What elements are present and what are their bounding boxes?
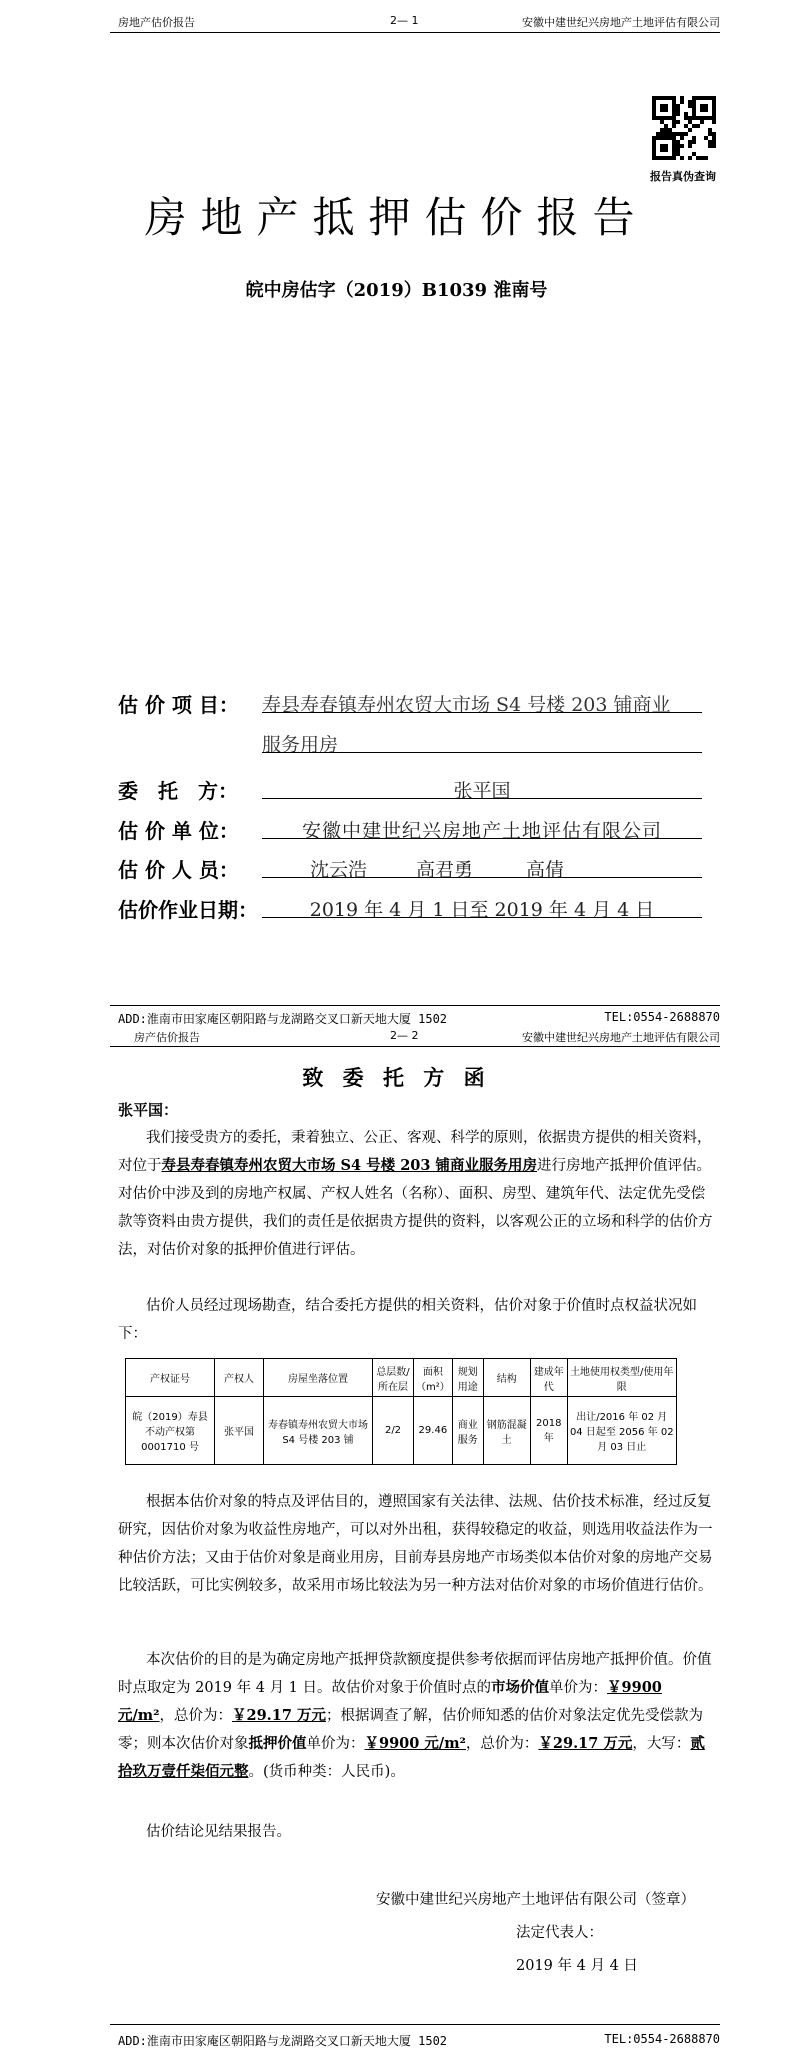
paragraph-4 <box>118 1646 718 1786</box>
para4-text-o: 。(货币种类：人民币)。 <box>248 1764 405 1780</box>
page2-footer <box>110 2032 720 2050</box>
para4-text-i: 单价为： <box>306 1736 365 1752</box>
signature-date: 2019 年 4 月 4 日 <box>516 1958 638 1974</box>
table-row <box>126 1397 677 1465</box>
header-left: 房地产估价报告 <box>118 16 195 29</box>
page2-header <box>110 1026 720 1047</box>
para4-text-e: ，总价为： <box>159 1708 232 1724</box>
property-address: 寿县寿春镇寿州农贸大市场 S4 号楼 203 铺商业服务用房 <box>161 1157 538 1174</box>
th-owner: 产权人 <box>215 1359 264 1397</box>
cell-structure: 钢筋混凝土 <box>483 1397 530 1465</box>
table-header-row <box>126 1359 677 1397</box>
footer-tel: TEL:0554-2688870 <box>604 1010 720 1024</box>
salutation: 张平国： <box>118 1101 179 1119</box>
project-value-line1: 寿县寿春镇寿州农贸大市场 S4 号楼 203 铺商业 <box>262 694 671 716</box>
paragraph-2: 估价人员经过现场勘查，结合委托方提供的相关资料，估价对象于价值时点权益状况如下： <box>118 1298 697 1342</box>
cell-location: 寿春镇寿州农贸大市场 S4 号楼 203 铺 <box>264 1397 373 1465</box>
market-total-price: ￥29.17 万元 <box>232 1707 326 1724</box>
header-page-number: 2— 1 <box>390 14 419 27</box>
cell-floors: 2/2 <box>373 1397 414 1465</box>
th-land-right: 土地使用权类型/使用年限 <box>567 1359 676 1397</box>
header-right: 安徽中建世纪兴房地产土地评估有限公司 <box>522 16 720 29</box>
para4-text-c: 单价为： <box>549 1680 608 1696</box>
org-label: 估 价 单 位： <box>118 819 239 843</box>
qr-caption: 报告真伪查询 <box>650 170 716 183</box>
header-left: 房产估价报告 <box>134 1031 200 1044</box>
project-value-line2: 服务用房 <box>262 734 339 756</box>
footer-tel: TEL:0554-2688870 <box>604 2032 720 2046</box>
header-page-number: 2— 2 <box>390 1029 419 1042</box>
footer-address: ADD:淮南市田家庵区朝阳路与龙湖路交叉口新天地大厦 1502 <box>118 1012 448 1026</box>
para1-text-a: 我们接受贵方的委托，秉着独立、公正、客观、科学的原则，依据贵方提供的相关资料，对位于 <box>118 1130 712 1174</box>
project-underline-2 <box>262 752 702 753</box>
th-built-year: 建成年代 <box>530 1359 567 1397</box>
th-floors: 总层数/所在层 <box>373 1359 414 1397</box>
staff-underline <box>262 877 702 878</box>
amount-in-words: 贰拾玖万壹仟柒佰元整 <box>118 1735 705 1780</box>
letter-title: 致 委 托 方 函 <box>302 1065 491 1090</box>
staff-name-2: 高君勇 <box>416 859 474 881</box>
th-cert-no: 产权证号 <box>126 1359 215 1397</box>
paragraph-5: 估价结论见结果报告。 <box>146 1824 291 1840</box>
project-label: 估 价 项 目： <box>118 693 239 717</box>
org-underline <box>262 838 702 839</box>
report-number: 皖中房估字（2019）B1039 淮南号 <box>245 280 548 301</box>
footer-address: ADD:淮南市田家庵区朝阳路与龙湖路交叉口新天地大厦 1502 <box>118 2034 448 2048</box>
paragraph-1 <box>118 1124 718 1264</box>
header-right: 安徽中建世纪兴房地产土地评估有限公司 <box>522 1031 720 1044</box>
para1-text-c: 进行房地产抵押价值评估。对估价中涉及到的房地产权属、产权人姓名（名称）、面积、房型、建筑年代、法定优先受偿款等资料由贵方提供，我们的责任是依据贵方提供的资料，以客观公正的立场和科学的估价方法，对估价对象的抵押价值进行评估。 <box>118 1158 713 1258</box>
para4-text-a: 本次估价的目的是为确定房地产抵押贷款额度提供参考依据而评估房地产抵押价值。价值时点取定为 2019 年 4 月 1 日。故估价对象于价值时点的 <box>118 1652 712 1696</box>
page1-footer-rule <box>110 1005 720 1006</box>
cell-built-year: 2018 年 <box>530 1397 567 1465</box>
staff-name-1: 沈云浩 <box>310 859 368 881</box>
page1-header <box>110 8 720 33</box>
paragraph-3: 根据本估价对象的特点及评估目的，遵照国家有关法律、法规、估价技术标准，经过反复研究，因估价对象为收益性房地产，可以对外出租，获得较稳定的收益，则选用收益法作为一种估价方法；又由于估价对象是商业用房，目前寿县房地产市场类似本估价对象的房地产交易比较活跃，可比实例较多，故采用市场比较法为另一种方法对估价对象的市场价值进行估价。 <box>118 1494 713 1594</box>
page2-footer-rule <box>110 2024 720 2025</box>
para4-text-k: ，总价为： <box>465 1736 539 1752</box>
cell-use: 商业服务 <box>452 1397 483 1465</box>
cell-cert-no: 皖（2019）寿县不动产权第0001710 号 <box>126 1397 215 1465</box>
th-use: 规划用途 <box>452 1359 483 1397</box>
staff-label: 估 价 人 员： <box>118 858 239 882</box>
market-unit-price: ￥9900 元/m² <box>118 1679 662 1724</box>
th-location: 房屋坐落位置 <box>264 1359 373 1397</box>
project-underline-1 <box>262 712 702 713</box>
date-value: 2019 年 4 月 1 日至 2019 年 4 月 4 日 <box>309 899 655 921</box>
th-structure: 结构 <box>483 1359 530 1397</box>
mortgage-value-label: 抵押价值 <box>248 1735 307 1752</box>
org-value: 安徽中建世纪兴房地产土地评估有限公司 <box>301 820 662 842</box>
signature-company: 安徽中建世纪兴房地产土地评估有限公司（签章） <box>376 1892 695 1908</box>
signature-representative: 法定代表人： <box>516 1925 603 1941</box>
cell-owner: 张平国 <box>215 1397 264 1465</box>
client-underline <box>262 798 702 799</box>
para4-text-m: ，大写： <box>632 1736 691 1752</box>
property-table <box>125 1358 677 1465</box>
market-value-label: 市场价值 <box>491 1679 550 1696</box>
cell-land-right: 出让/2016 年 02 月 04 日起至 2056 年 02 月 03 日止 <box>567 1397 676 1465</box>
date-label: 估价作业日期： <box>118 898 258 922</box>
th-area: 面积（m²） <box>414 1359 453 1397</box>
report-title: 房地产抵押估价报告 <box>144 193 649 242</box>
cell-area: 29.46 <box>414 1397 453 1465</box>
staff-name-3: 高倩 <box>526 859 565 881</box>
para4-text-g: ；根据调查了解，估价师知悉的估价对象法定优先受偿款为零；则本次估价对象 <box>118 1708 703 1752</box>
date-underline <box>262 917 702 918</box>
client-value: 张平国 <box>453 780 511 802</box>
qr-code[interactable] <box>652 96 716 160</box>
client-label: 委 托 方： <box>118 779 238 803</box>
mortgage-unit-price: ￥9900 元/m² <box>364 1735 466 1752</box>
mortgage-total-price: ￥29.17 万元 <box>538 1735 633 1752</box>
